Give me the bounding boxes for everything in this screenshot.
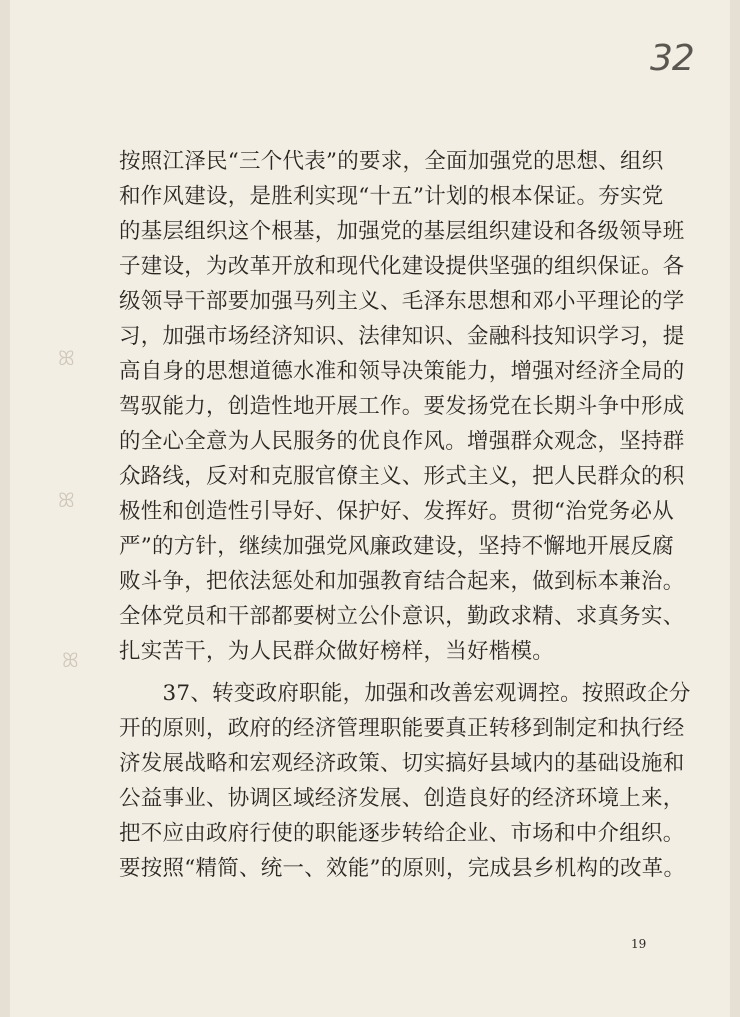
text-line: 高自身的思想道德水准和领导决策能力，增强对经济全局的 bbox=[119, 359, 685, 384]
text-line: 37、转变政府职能，加强和改善宏观调控。按照政企分 bbox=[119, 681, 691, 706]
text-line: 济发展战略和宏观经济政策、切实搞好县域内的基础设施和 bbox=[119, 751, 685, 776]
handwritten-page-number: 32 bbox=[650, 38, 694, 79]
text-line: 败斗争，把依法惩处和加强教育结合起来，做到标本兼治。 bbox=[119, 569, 685, 594]
text-line: 扎实苦干，为人民群众做好榜样，当好楷模。 bbox=[119, 639, 555, 664]
text-line: 级领导干部要加强马列主义、毛泽东思想和邓小平理论的学 bbox=[119, 289, 685, 314]
text-line: 和作风建设，是胜利实现“十五”计划的根本保证。夯实党 bbox=[119, 184, 664, 209]
punch-hole-mark: ꕤ bbox=[62, 648, 79, 672]
text-line: 极性和创造性引导好、保护好、发挥好。贯彻“治党务必从 bbox=[119, 499, 674, 524]
scan-edge-right bbox=[730, 0, 740, 1017]
scan-edge-left bbox=[0, 0, 10, 1017]
text-line: 的全心全意为人民服务的优良作风。增强群众观念，坚持群 bbox=[119, 429, 685, 454]
text-line: 开的原则，政府的经济管理职能要真正转移到制定和执行经 bbox=[119, 716, 685, 741]
text-line: 把不应由政府行使的职能逐步转给企业、市场和中介组织。 bbox=[119, 821, 685, 846]
text-line: 习，加强市场经济知识、法律知识、金融科技知识学习，提 bbox=[119, 324, 685, 349]
text-line: 驾驭能力，创造性地开展工作。要发扬党在长期斗争中形成 bbox=[119, 394, 685, 419]
text-line: 子建设，为改革开放和现代化建设提供坚强的组织保证。各 bbox=[119, 254, 685, 279]
text-line: 严”的方针，继续加强党风廉政建设，坚持不懈地开展反腐 bbox=[119, 534, 674, 559]
text-line: 的基层组织这个根基，加强党的基层组织建设和各级领导班 bbox=[119, 219, 685, 244]
text-line: 公益事业、协调区域经济发展、创造良好的经济环境上来， bbox=[119, 786, 685, 811]
page-number: 19 bbox=[631, 937, 647, 951]
text-line: 全体党员和干部都要树立公仆意识，勤政求精、求真务实、 bbox=[119, 604, 685, 629]
punch-hole-mark: ꕤ bbox=[58, 346, 75, 370]
body-text bbox=[119, 144, 691, 886]
text-line: 按照江泽民“三个代表”的要求，全面加强党的思想、组织 bbox=[119, 149, 664, 174]
text-line: 要按照“精简、统一、效能”的原则，完成县乡机构的改革。 bbox=[119, 856, 686, 881]
punch-hole-mark: ꕤ bbox=[58, 488, 75, 512]
text-line: 众路线，反对和克服官僚主义、形式主义，把人民群众的积 bbox=[119, 464, 685, 489]
